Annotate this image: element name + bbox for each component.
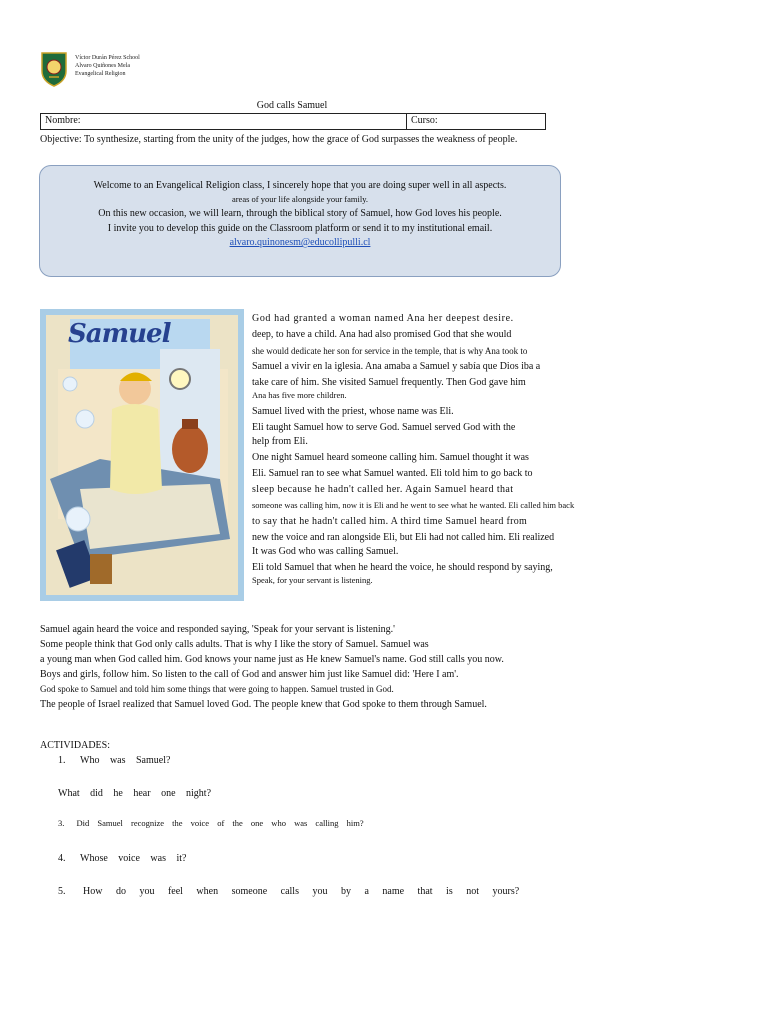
activity-number: 5. <box>58 886 66 897</box>
objective: Objective: To synthesize, starting from the unity of the judges, how the grace of God surpasses the weakness of people. <box>40 134 518 145</box>
story-line: Eli taught Samuel how to serve God. Samuel served God with the <box>252 422 516 433</box>
story-line: The people of Israel realized that Samuel loved God. The people knew that God spoke to them through Samuel. <box>40 699 487 710</box>
activity-text: Whose voice was it? <box>80 853 187 864</box>
activity-text: Did Samuel recognize the voice of the one who was calling him? <box>76 818 364 828</box>
story-line: Speak, for your servant is listening. <box>252 575 373 585</box>
activity-item <box>58 754 170 767</box>
story-continuation <box>40 623 600 711</box>
activity-text: How do you feel when someone calls you by a name that is not yours? <box>83 886 520 897</box>
activity-item <box>58 787 211 800</box>
welcome-line: areas of your life alongside your family. <box>231 194 369 204</box>
welcome-line: On this new occasion, we will learn, through the biblical story of Samuel, how God loves his people. <box>98 208 502 219</box>
activity-text: What did he hear one night? <box>58 788 212 799</box>
story-line: God had granted a woman named Ana her deepest desire. <box>252 313 514 324</box>
name-field[interactable] <box>41 114 407 129</box>
story-line: sleep because he hadn't called her. Again Samuel heard that <box>252 484 514 495</box>
story-line: Eli told Samuel that when he heard the voice, he should respond by saying, <box>252 562 553 573</box>
activities-heading: ACTIVIDADES: <box>40 740 110 751</box>
activity-number: 3. <box>58 818 65 828</box>
story-line: Boys and girls, follow him. So listen to the call of God and answer him just like Samuel did: 'Here I am'. <box>40 669 459 680</box>
page-title: God calls Samuel <box>256 100 328 111</box>
activity-number: 4. <box>58 853 66 864</box>
samuel-illustration <box>40 309 244 601</box>
story-line: It was God who was calling Samuel. <box>252 546 399 557</box>
story-line: God spoke to Samuel and told him some things that were going to happen. Samuel trusted in God. <box>40 684 394 694</box>
story-line: Samuel lived with the priest, whose name was Eli. <box>252 406 454 417</box>
activity-text: Who was Samuel? <box>80 755 171 766</box>
story-line: One night Samuel heard someone calling him. Samuel thought it was <box>252 452 529 463</box>
story-line: take care of him. She visited Samuel frequently. Then God gave him <box>252 377 526 388</box>
story-line: Eli. Samuel ran to see what Samuel wanted. Eli told him to go back to <box>252 468 533 479</box>
welcome-line: Welcome to an Evangelical Religion class, I sincerely hope that you are doing super well in all aspects. <box>93 180 507 191</box>
story-line: Some people think that God only calls adults. That is why I like the story of Samuel. Samuel was <box>40 639 429 650</box>
welcome-box <box>39 165 561 277</box>
story-line: someone was calling him, now it is Eli and he went to see what he wanted. Eli called him back <box>252 500 575 510</box>
course-field[interactable] <box>408 114 545 129</box>
activity-item <box>58 818 364 829</box>
story-text <box>252 312 592 586</box>
school-line: Alvaro Quiñones Mela <box>75 63 130 69</box>
story-line: Ana has five more children. <box>252 390 347 400</box>
story-line: Samuel again heard the voice and responded saying, 'Speak for your servant is listening.' <box>40 624 395 635</box>
email-link[interactable]: alvaro.quinonesm@educollipulli.cl <box>229 237 371 248</box>
activity-item <box>58 852 186 865</box>
story-line: Samuel a vivir en la iglesia. Ana amaba a Samuel y sabía que Dios iba a <box>252 361 541 372</box>
story-line: a young man when God called him. God knows your name just as He knew Samuel's name. God still calls you now. <box>40 654 504 665</box>
school-info <box>75 54 140 78</box>
story-line: to say that he hadn't called him. A third time Samuel heard from <box>252 516 528 527</box>
school-logo <box>40 51 68 87</box>
name-label: Nombre: <box>45 115 81 126</box>
story-line: deep, to have a child. Ana had also promised God that she would <box>252 329 512 340</box>
student-info-table <box>40 113 546 130</box>
story-line: help from Eli. <box>252 436 308 447</box>
story-line: she would dedicate her son for service in the temple, that is why Ana took to <box>252 346 528 356</box>
activity-item <box>58 885 519 898</box>
illustration-title: Samuel <box>68 319 171 349</box>
activity-number: 1. <box>58 755 66 766</box>
welcome-line: I invite you to develop this guide on the Classroom platform or send it to my institutional email. <box>107 223 493 234</box>
story-line: new the voice and ran alongside Eli, but Eli had not called him. Eli realized <box>252 532 555 543</box>
course-label: Curso: <box>411 115 438 126</box>
school-line: Evangelical Religion <box>75 71 126 77</box>
school-line: Víctor Durán Pérez School <box>75 55 140 61</box>
